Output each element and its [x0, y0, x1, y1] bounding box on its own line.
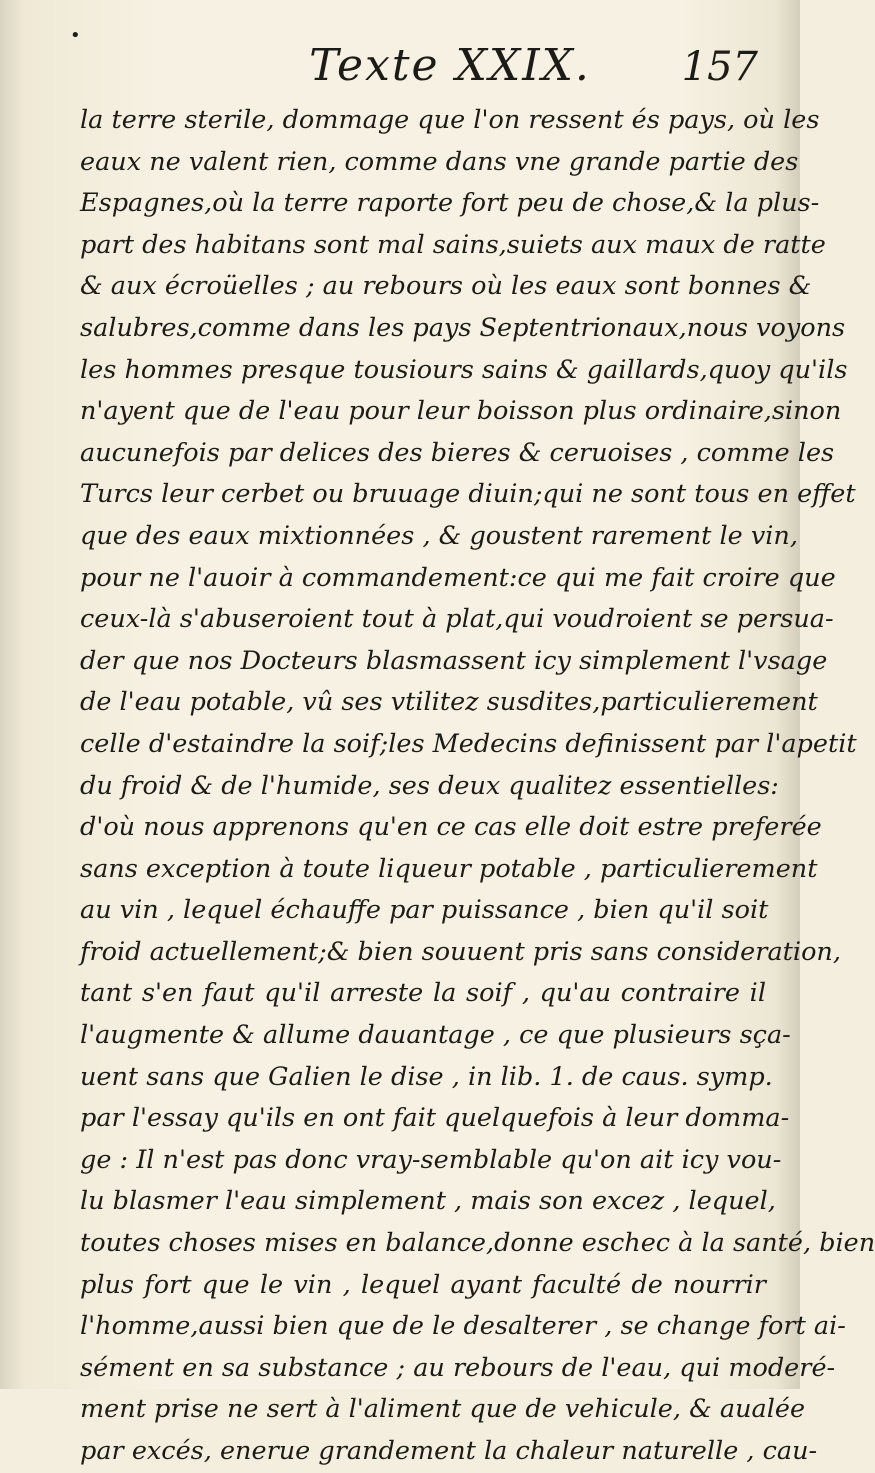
text-line: ge : Il n'est pas donc vray-semblable qu'on ait icy vou- [80, 1144, 782, 1175]
text-line: uent sans que Galien le dise , in lib. 1. de caus. symp. [80, 1061, 773, 1092]
text-line: ment prise ne sert à l'aliment que de vehicule, & aualée [80, 1394, 806, 1425]
text-line: d'où nous apprenons qu'en ce cas elle doit estre preferée [80, 812, 822, 843]
text-line: que des eaux mixtionnées , & goustent rarement le vin, [80, 520, 798, 551]
text-line: Espagnes,où la terre raporte fort peu de chose,& la plus- [80, 188, 820, 219]
text-line: l'augmente & allume dauantage , ce que plusieurs sça- [80, 1020, 791, 1051]
text-line: salubres,comme dans les pays Septentrionaux,nous voyons [80, 312, 846, 343]
text-line: pour ne l'auoir à commandement:ce qui me fait croire que [80, 562, 836, 593]
text-line: sément en sa substance ; au rebours de l'eau, qui moderé- [80, 1352, 836, 1383]
text-line: du froid & de l'humide, ses deux qualitez essentielles: [80, 770, 779, 801]
text-line: & aux écroüelles ; au rebours où les eaux sont bonnes & [80, 271, 812, 302]
text-line: plus fort que le vin , lequel ayant faculté de nourrir [80, 1269, 766, 1300]
text-line: l'homme,aussi bien que de le desalterer , se change fort ai- [80, 1311, 846, 1342]
text-line: les hommes presque tousiours sains & gaillards,quoy qu'ils [80, 354, 848, 385]
text-line: toutes choses mises en balance,donne eschec à la santé, bien [80, 1228, 875, 1259]
running-title: Texte XXIX. [309, 40, 591, 91]
page-number: 157 [681, 44, 758, 90]
text-line: lu blasmer l'eau simplement , mais son excez , lequel, [80, 1186, 776, 1217]
text-block [80, 100, 875, 1473]
text-line: tant s'en faut qu'il arreste la soif , qu'au contraire il [80, 978, 766, 1009]
text-line: de l'eau potable, vû ses vtilitez susdites,particulierement [80, 687, 818, 718]
text-line: par l'essay qu'ils en ont fait quelquefois à leur domma- [80, 1103, 790, 1134]
text-line: Turcs leur cerbet ou bruuage diuin;qui ne sont tous en effet [80, 479, 856, 510]
text-line: froid actuellement;& bien souuent pris sans consideration, [80, 936, 841, 967]
text-line: aucunefois par delices des bieres & ceruoises , comme les [80, 437, 835, 468]
text-line: la terre sterile, dommage que l'on ressent és pays, où les [80, 105, 820, 135]
running-header [80, 40, 760, 95]
text-line: der que nos Docteurs blasmassent icy simplement l'vsage [80, 645, 828, 676]
text-line: celle d'estaindre la soif;les Medecins definissent par l'apetit [80, 728, 857, 759]
text-line: part des habitans sont mal sains,suiets aux maux de ratte [80, 229, 826, 260]
text-line: par excés, enerue grandement la chaleur naturelle , cau- [80, 1436, 818, 1466]
text-line: n'ayent que de l'eau pour leur boisson plus ordinaire,sinon [80, 396, 842, 427]
text-line: sans exception à toute liqueur potable , particulierement [80, 853, 818, 884]
text-line: au vin , lequel échauffe par puissance , bien qu'il soit [80, 895, 769, 926]
text-line: eaux ne valent rien, comme dans vne grande partie des [80, 146, 799, 177]
text-line: ceux-là s'abuseroient tout à plat,qui voudroient se persua- [80, 604, 834, 635]
ink-mark: • [70, 25, 81, 46]
